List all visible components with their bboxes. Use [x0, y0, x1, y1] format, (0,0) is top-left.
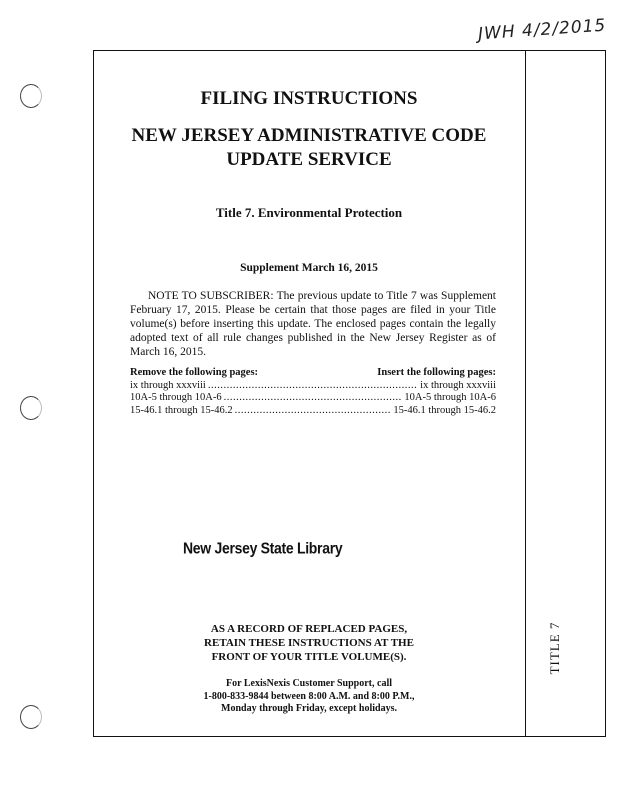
leader-dots: [208, 380, 418, 393]
remove-header: Remove the following pages:: [130, 367, 259, 378]
punch-hole-bottom: [20, 705, 42, 729]
leader-dots: [224, 392, 403, 405]
document-subheading: [93, 124, 525, 172]
subscriber-note: [130, 289, 496, 359]
library-stamp: New Jersey State Library: [183, 539, 343, 557]
insert-header: Insert the following pages:: [377, 367, 496, 378]
record-line-3: FRONT OF YOUR TITLE VOLUME(S).: [211, 651, 407, 663]
page-replacement-list: [130, 367, 496, 417]
record-line-1: AS A RECORD OF REPLACED PAGES,: [210, 623, 408, 635]
subheading-line-1: NEW JERSEY ADMINISTRATIVE CODE: [131, 125, 487, 146]
leader-dots: [235, 405, 392, 418]
note-body: The previous update to Title 7 was Supplement February 17, 2015. Please be certain that those pages are filed in your Title volume(s) before inserting this update. The enclosed pages contain the legally adopted text of all rule changes published in the New Jersey Register as of March 16, 2015.: [130, 290, 496, 358]
punch-hole-top: [20, 84, 42, 108]
customer-support-info: [93, 678, 525, 716]
support-line-1: For LexisNexis Customer Support, call: [225, 678, 392, 689]
note-lead: NOTE TO SUBSCRIBER:: [148, 290, 274, 302]
support-line-3: Monday through Friday, except holidays.: [221, 703, 397, 714]
handwritten-initials-date: JWH 4/2/2015: [477, 15, 607, 45]
tab-divider-line: [525, 50, 526, 737]
insert-pages: 15-46.1 through 15-46.2: [393, 404, 496, 416]
remove-pages: ix through xxxviii: [130, 379, 206, 391]
record-notice: [93, 622, 525, 664]
remove-pages: 15-46.1 through 15-46.2: [130, 404, 233, 416]
document-heading: FILING INSTRUCTIONS: [200, 88, 418, 109]
remove-pages: 10A-5 through 10A-6: [130, 392, 222, 403]
record-line-2: RETAIN THESE INSTRUCTIONS AT THE: [204, 637, 414, 649]
insert-pages: ix through xxxviii: [420, 379, 496, 391]
subheading-line-2: UPDATE SERVICE: [226, 149, 392, 170]
list-header: [130, 367, 496, 380]
title-tab-label: TITLE 7: [547, 621, 562, 675]
punch-hole-middle: [20, 396, 42, 420]
list-item: [130, 392, 496, 405]
list-item: [130, 380, 496, 393]
supplement-date: Supplement March 16, 2015: [240, 262, 378, 274]
title-name: Title 7. Environmental Protection: [215, 205, 403, 220]
list-item: [130, 405, 496, 418]
insert-pages: 10A-5 through 10A-6: [404, 392, 496, 403]
support-line-2: 1-800-833-9844 between 8:00 A.M. and 8:00 P.M.,: [203, 690, 415, 702]
